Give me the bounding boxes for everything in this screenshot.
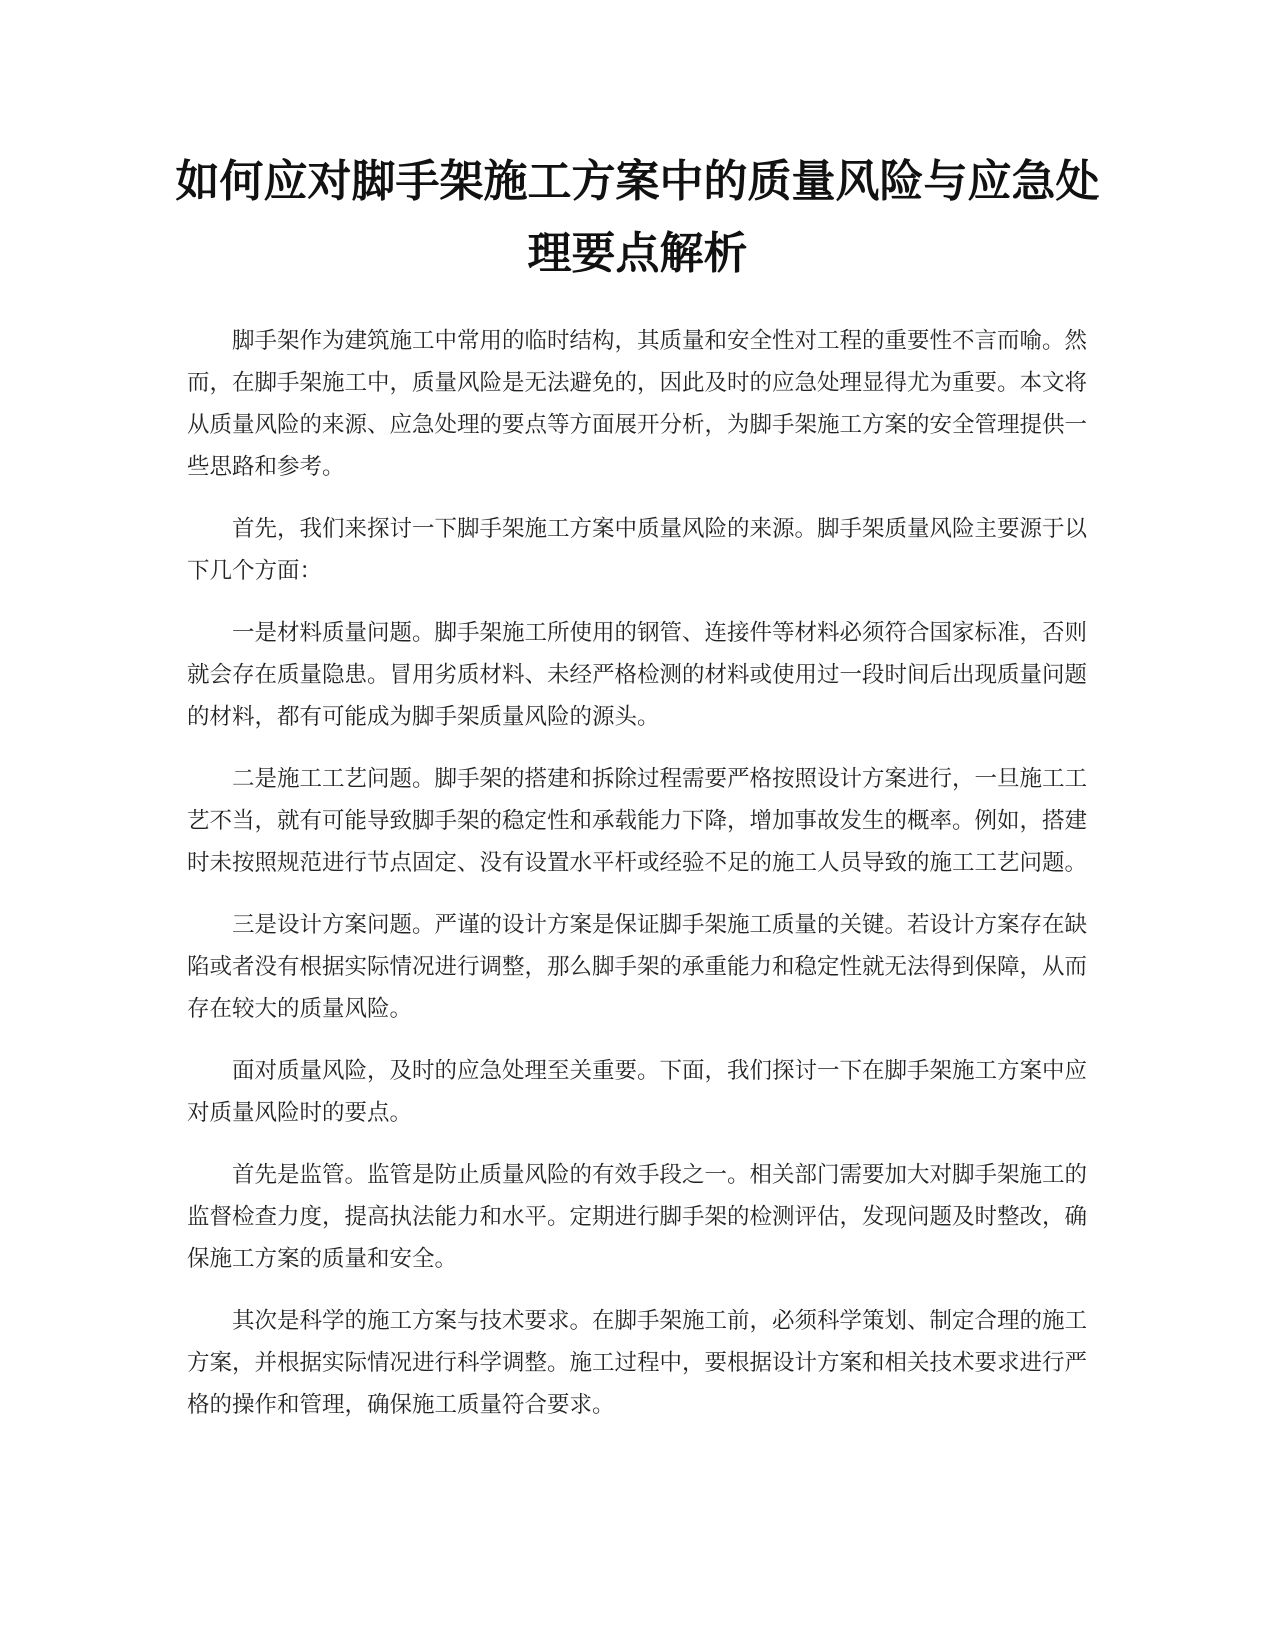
paragraph-design-plan: 三是设计方案问题。严谨的设计方案是保证脚手架施工质量的关键。若设计方案存在缺陷或者没有根据实际情况进行调整，那么脚手架的承重能力和稳定性就无法得到保障，从而存在较大的质量风险。 (187, 912, 1088, 1022)
paragraph-material-quality: 一是材料质量问题。脚手架施工所使用的钢管、连接件等材料必须符合国家标准，否则就会存在质量隐患。冒用劣质材料、未经严格检测的材料或使用过一段时间后出现质量问题的材料，都有可能成为脚手架质量风险的源头。 (187, 620, 1088, 730)
paragraph-supervision: 首先是监管。监管是防止质量风险的有效手段之一。相关部门需要加大对脚手架施工的监督检查力度，提高执法能力和水平。定期进行脚手架的检测评估，发现问题及时整改，确保施工方案的质量和安全。 (187, 1162, 1088, 1272)
paragraph-construction-process: 二是施工工艺问题。脚手架的搭建和拆除过程需要严格按照设计方案进行，一旦施工工艺不当，就有可能导致脚手架的稳定性和承载能力下降，增加事故发生的概率。例如，搭建时未按照规范进行节点固定、没有设置水平杆或经验不足的施工人员导致的施工工艺问题。 (187, 766, 1088, 876)
paragraph-technical-requirements: 其次是科学的施工方案与技术要求。在脚手架施工前，必须科学策划、制定合理的施工方案，并根据实际情况进行科学调整。施工过程中，要根据设计方案和相关技术要求进行严格的操作和管理，确保施工质量符合要求。 (187, 1308, 1088, 1418)
paragraph-risk-sources: 首先，我们来探讨一下脚手架施工方案中质量风险的来源。脚手架质量风险主要源于以下几个方面： (187, 516, 1088, 584)
paragraph-emergency-response: 面对质量风险，及时的应急处理至关重要。下面，我们探讨一下在脚手架施工方案中应对质量风险时的要点。 (187, 1058, 1088, 1126)
paragraph-intro: 脚手架作为建筑施工中常用的临时结构，其质量和安全性对工程的重要性不言而喻。然而，在脚手架施工中，质量风险是无法避免的，因此及时的应急处理显得尤为重要。本文将从质量风险的来源、应急处理的要点等方面展开分析，为脚手架施工方案的安全管理提供一些思路和参考。 (187, 328, 1088, 480)
document-title: 如何应对脚手架施工方案中的质量风险与应急处理要点解析 (175, 156, 1100, 279)
document-body (187, 320, 1087, 1446)
